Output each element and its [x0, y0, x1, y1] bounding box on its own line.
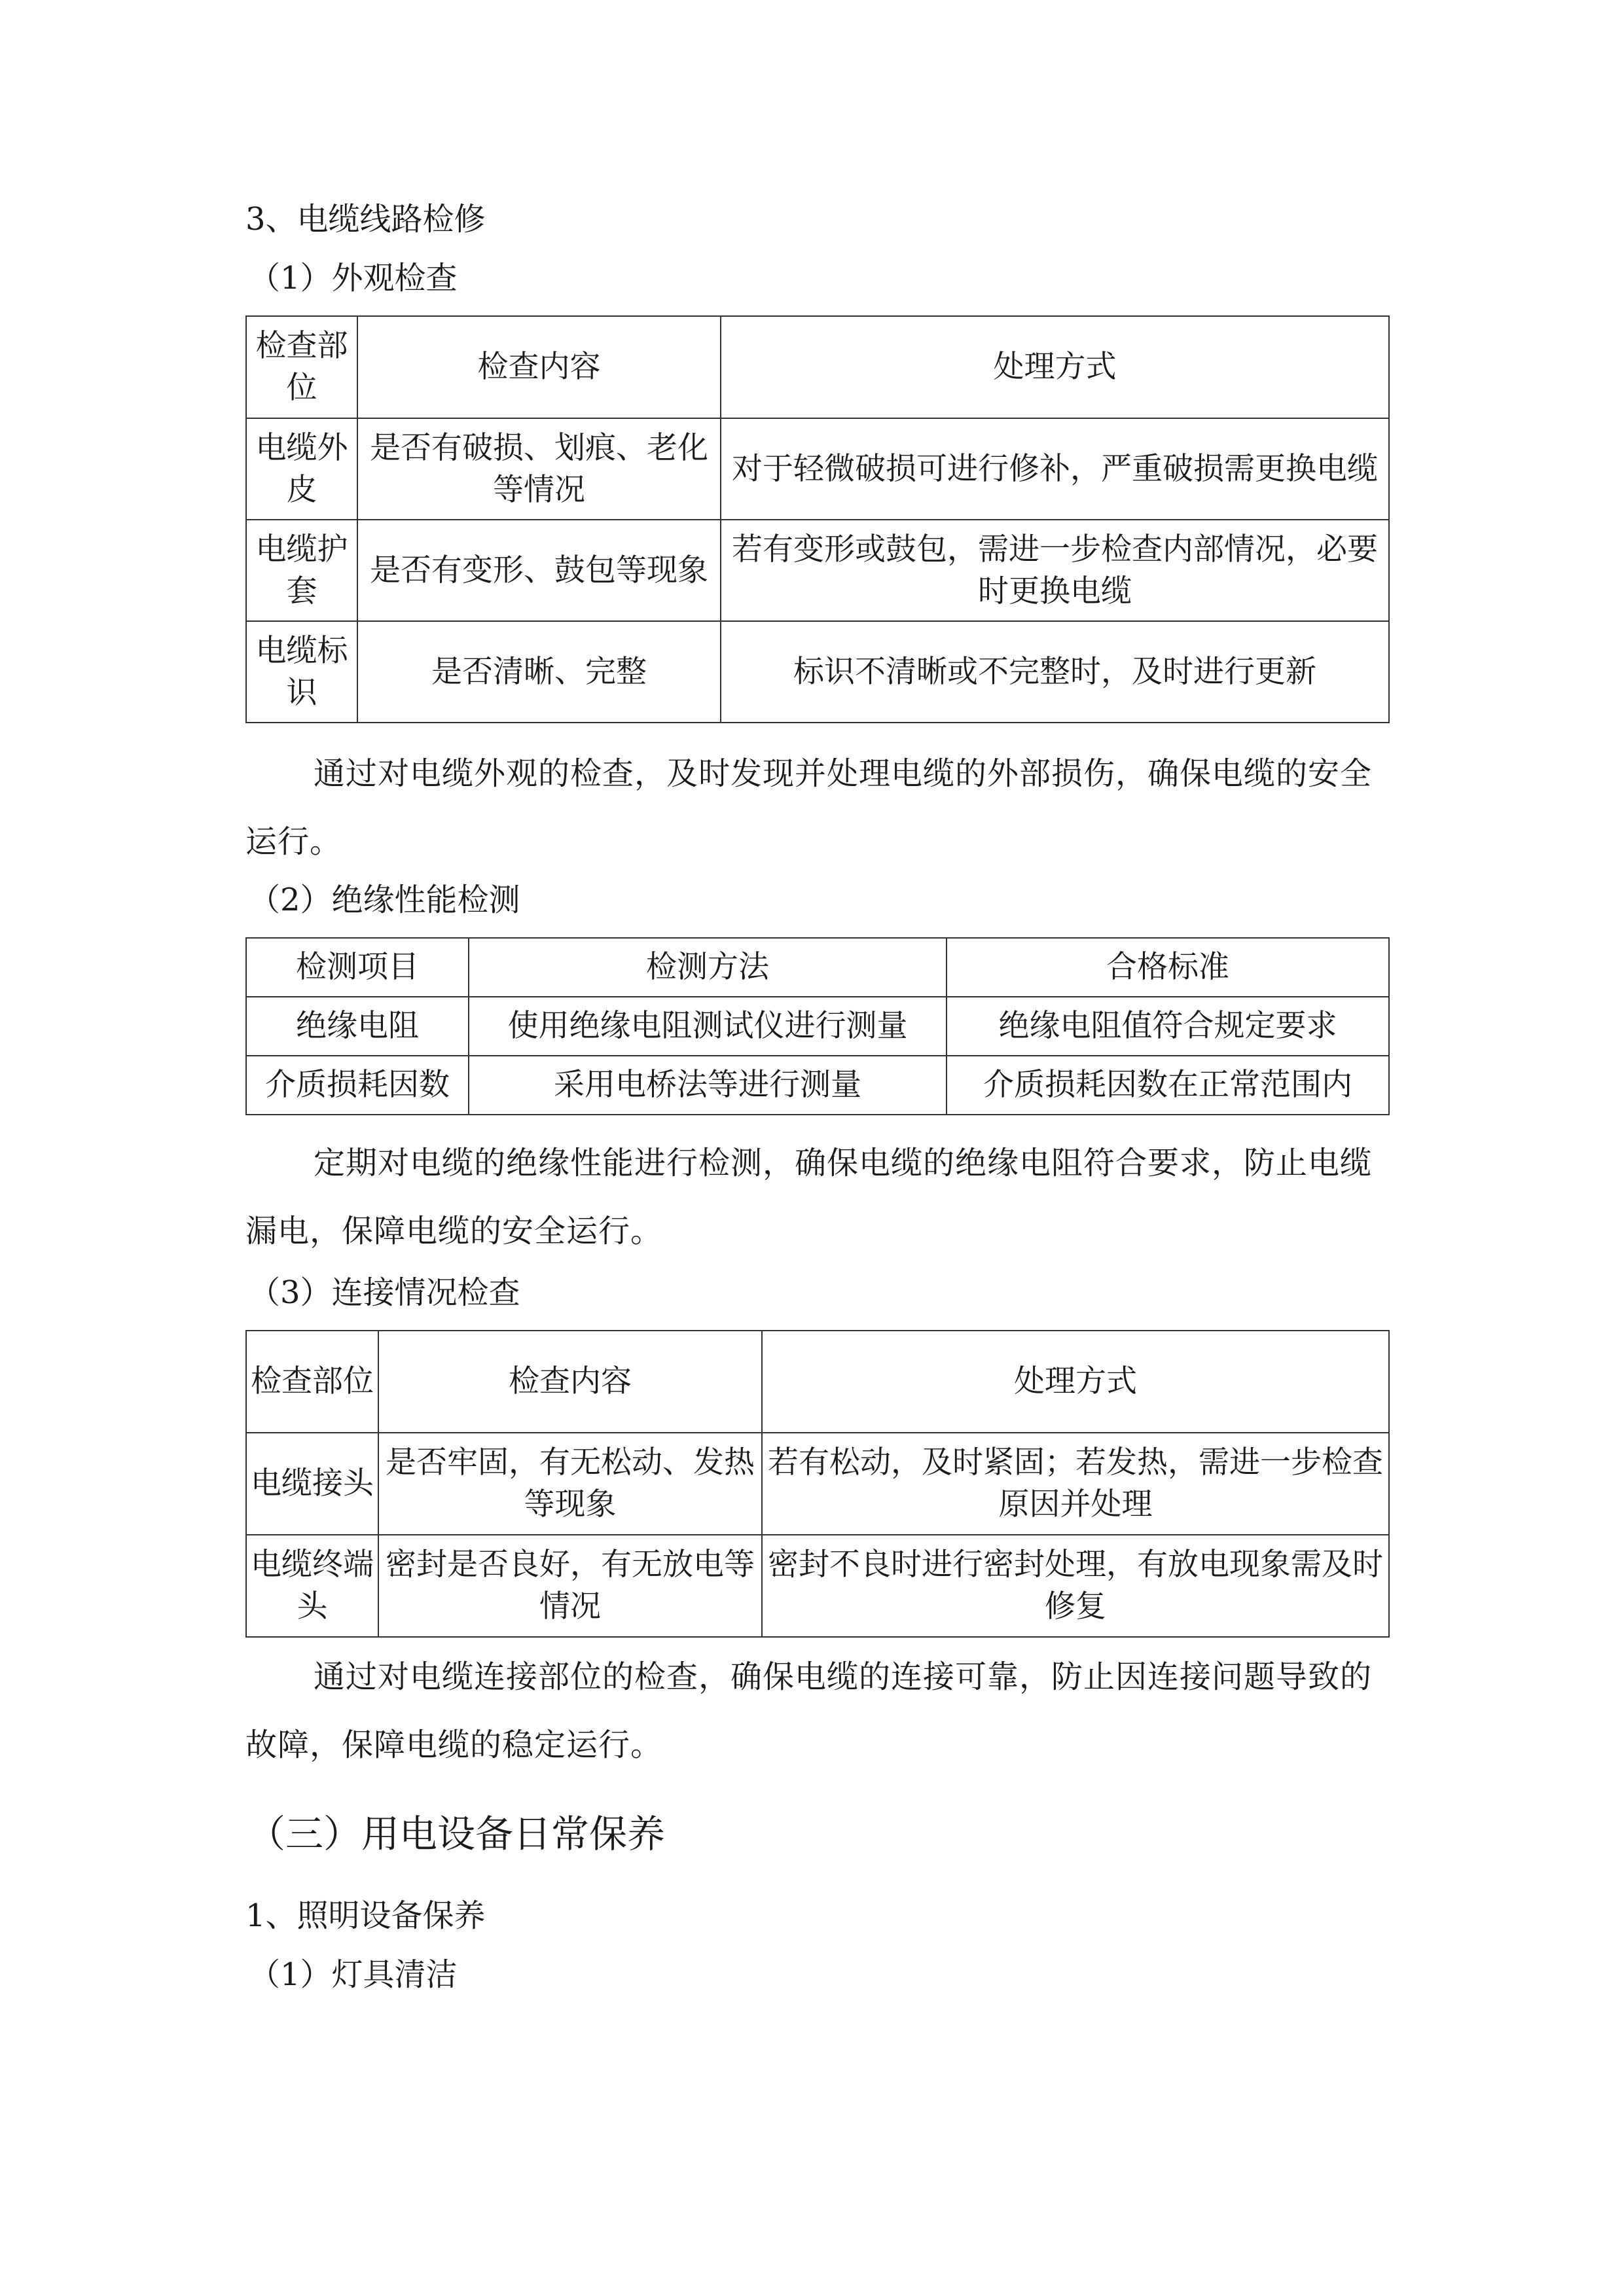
table-row: [246, 1535, 1389, 1637]
table-cell: 是否牢固，有无松动、发热等现象: [378, 1433, 762, 1535]
table-cell: 绝缘电阻: [246, 997, 469, 1056]
table-cell: 电缆接头: [246, 1433, 378, 1535]
table-cell: 密封是否良好，有无放电等情况: [378, 1535, 762, 1637]
table-header-cell: 处理方式: [762, 1331, 1389, 1433]
section-heading-lighting: 1、照明设备保养: [245, 1897, 486, 1934]
table-cell: 使用绝缘电阻测试仪进行测量: [469, 997, 947, 1056]
table-cell: 密封不良时进行密封处理，有放电现象需及时修复: [762, 1535, 1389, 1637]
insulation-test-table: [245, 937, 1390, 1115]
table-cell: 电缆标识: [246, 621, 357, 723]
table-cell: 介质损耗因数在正常范围内: [947, 1056, 1389, 1115]
table-row: [246, 1056, 1389, 1115]
table-cell: 是否有破损、划痕、老化等情况: [357, 418, 721, 520]
connection-inspection-table: [245, 1330, 1390, 1638]
table-row: [246, 520, 1389, 621]
table-cell: 是否清晰、完整: [357, 621, 721, 723]
section-heading: 3、电缆线路检修: [245, 201, 486, 238]
table-header-cell: 合格标准: [947, 938, 1389, 997]
table-row: [246, 997, 1389, 1056]
table-cell: 电缆终端头: [246, 1535, 378, 1637]
table-header-row: [246, 1331, 1389, 1433]
table-header-cell: 检测项目: [246, 938, 469, 997]
table-header-cell: 检查部位: [246, 316, 357, 418]
table-row: [246, 621, 1389, 723]
table-cell: 若有变形或鼓包，需进一步检查内部情况，必要时更换电缆: [721, 520, 1389, 621]
table-row: [246, 418, 1389, 520]
table-header-cell: 检测方法: [469, 938, 947, 997]
table-header-cell: 处理方式: [721, 316, 1389, 418]
subsection-heading-lamp-cleaning: （1）灯具清洁: [249, 1956, 458, 1993]
table-cell: 若有松动，及时紧固；若发热，需进一步检查原因并处理: [762, 1433, 1389, 1535]
chapter-heading: （三）用电设备日常保养: [247, 1812, 666, 1856]
table-header-row: [246, 316, 1389, 418]
table-cell: 标识不清晰或不完整时，及时进行更新: [721, 621, 1389, 723]
table-cell: 电缆护套: [246, 520, 357, 621]
connection-summary-paragraph: 通过对电缆连接部位的检查，确保电缆的连接可靠，防止因连接问题导致的故障，保障电缆的稳定运行。: [245, 1659, 1373, 1763]
subsection-heading-connection: （3）连接情况检查: [249, 1274, 520, 1311]
table-cell: 是否有变形、鼓包等现象: [357, 520, 721, 621]
subsection-heading-insulation: （2）绝缘性能检测: [249, 882, 520, 918]
insulation-summary-paragraph: 定期对电缆的绝缘性能进行检测，确保电缆的绝缘电阻符合要求，防止电缆漏电，保障电缆的安全运行。: [245, 1145, 1373, 1249]
appearance-inspection-table: [245, 315, 1390, 723]
subsection-heading-appearance: （1）外观检查: [249, 260, 458, 296]
table-header-cell: 检查内容: [357, 316, 721, 418]
table-header-cell: 检查部位: [246, 1331, 378, 1433]
appearance-summary-paragraph: 通过对电缆外观的检查，及时发现并处理电缆的外部损伤，确保电缆的安全运行。: [245, 755, 1373, 860]
table-header-row: [246, 938, 1389, 997]
table-row: [246, 1433, 1389, 1535]
table-cell: 采用电桥法等进行测量: [469, 1056, 947, 1115]
table-cell: 绝缘电阻值符合规定要求: [947, 997, 1389, 1056]
table-cell: 电缆外皮: [246, 418, 357, 520]
table-cell: 介质损耗因数: [246, 1056, 469, 1115]
table-header-cell: 检查内容: [378, 1331, 762, 1433]
table-cell: 对于轻微破损可进行修补，严重破损需更换电缆: [721, 418, 1389, 520]
